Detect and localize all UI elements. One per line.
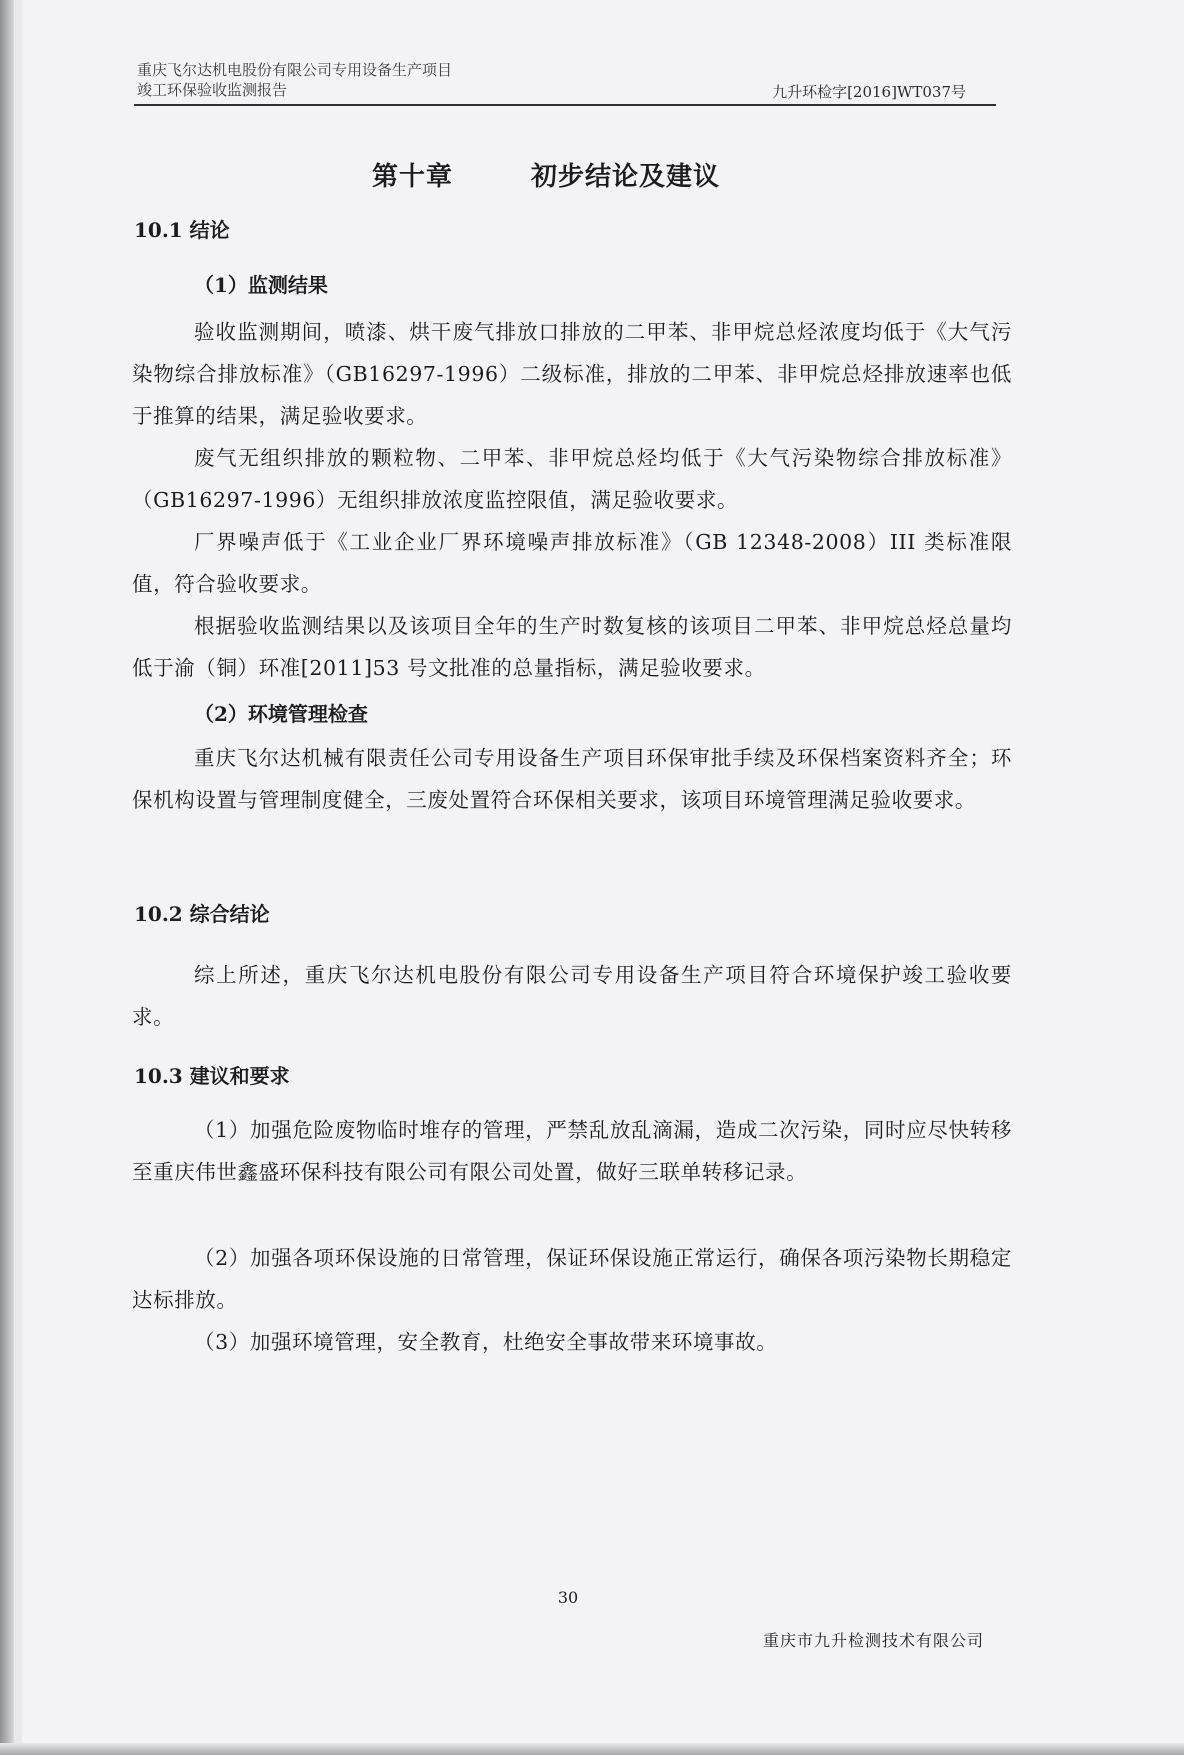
section-10-1-heading: 10.1 结论 [134,218,230,242]
header-project-line1: 重庆飞尔达机电股份有限公司专用设备生产项目 [137,61,453,79]
document-page [22,0,1184,1745]
monitoring-paragraph-4: 根据验收监测结果以及该项目全年的生产时数复核的该项目二甲苯、非甲烷总烃总量均低于渝（铜）环准[2011]53 号文批准的总量指标，满足验收要求。 [132,614,1012,680]
recommendation-2: （2）加强各项环保设施的日常管理，保证环保设施正常运行，确保各项污染物长期稳定达标排放。 [132,1246,1012,1312]
env-management-heading: （2）环境管理检查 [194,702,368,726]
scan-shadow-left [0,0,14,1755]
recommendation-1: （1）加强危险废物临时堆存的管理，严禁乱放乱滴漏，造成二次污染，同时应尽快转移至重庆伟世鑫盛环保科技有限公司有限公司处置，做好三联单转移记录。 [132,1118,1012,1184]
monitoring-results-heading: （1）监测结果 [194,273,328,297]
monitoring-paragraph-2: 废气无组织排放的颗粒物、二甲苯、非甲烷总烃均低于《大气污染物综合排放标准》（GB16297-1996）无组织排放浓度监控限值，满足验收要求。 [132,446,1012,512]
footer-company: 重庆市九升检测技术有限公司 [762,1631,984,1650]
chapter-title [372,156,720,193]
overall-conclusion-paragraph: 综上所述，重庆飞尔达机电股份有限公司专用设备生产项目符合环境保护竣工验收要求。 [132,963,1012,1029]
section-10-3-heading: 10.3 建议和要求 [134,1064,290,1088]
recommendation-3: （3）加强环境管理，安全教育，杜绝安全事故带来环境事故。 [194,1330,778,1354]
header-doc-number: 九升环检字[2016]WT037号 [772,83,966,101]
chapter-number: 第十章 [372,162,454,192]
scan-shadow-bottom [0,1743,1184,1755]
monitoring-paragraph-3: 厂界噪声低于《工业企业厂界环境噪声排放标准》（GB 12348-2008）III 类标准限值，符合验收要求。 [132,530,1012,596]
header-project-line2: 竣工环保验收监测报告 [137,81,288,99]
page-number: 30 [557,1588,579,1607]
monitoring-paragraph-1: 验收监测期间，喷漆、烘干废气排放口排放的二甲苯、非甲烷总烃浓度均低于《大气污染物综合排放标准》（GB16297-1996）二级标准，排放的二甲苯、非甲烷总烃排放速率也低于推算的结果，满足验收要求。 [132,320,1012,428]
chapter-name: 初步结论及建议 [531,162,721,192]
header-divider [134,104,996,106]
section-10-2-heading: 10.2 综合结论 [134,902,270,926]
env-management-paragraph: 重庆飞尔达机械有限责任公司专用设备生产项目环保审批手续及环保档案资料齐全；环保机构设置与管理制度健全，三废处置符合环保相关要求，该项目环境管理满足验收要求。 [132,746,1012,812]
header-project [137,60,452,100]
